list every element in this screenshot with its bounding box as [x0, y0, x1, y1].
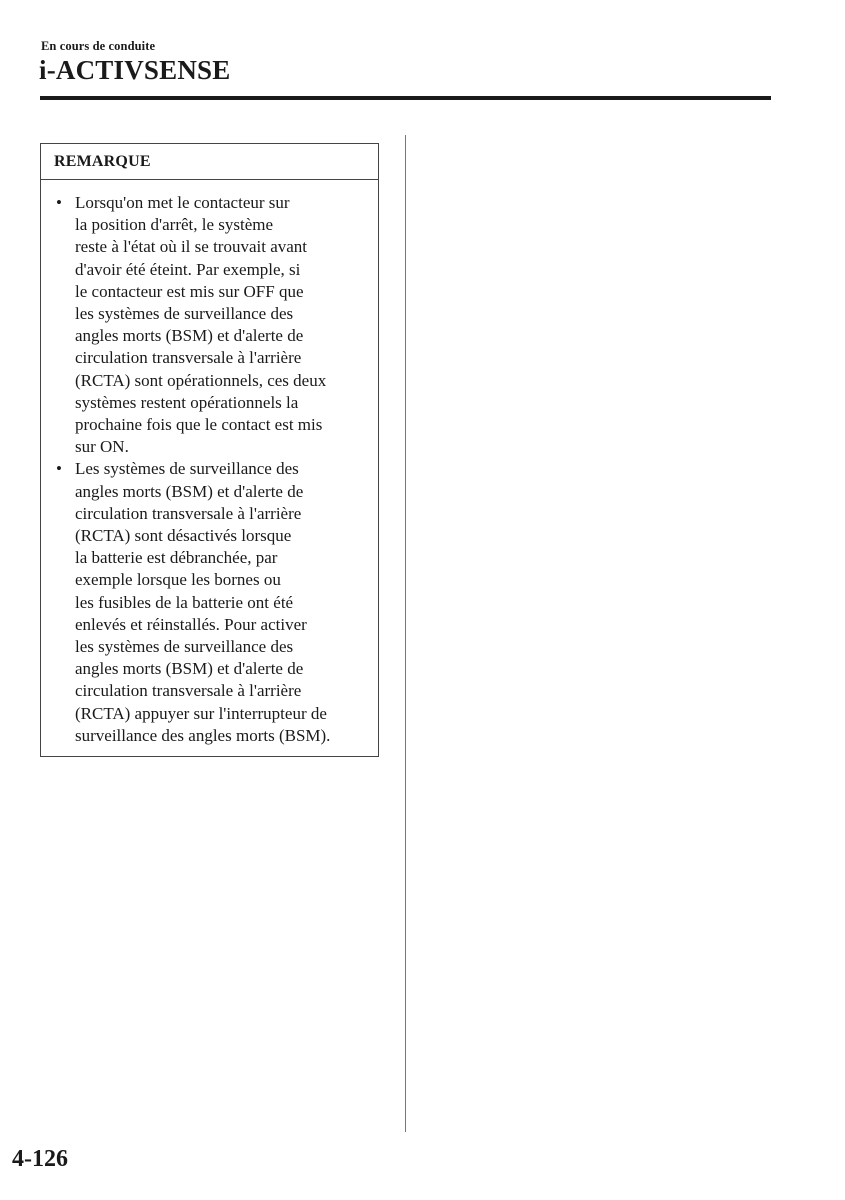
remark-text-line: le contacteur est mis sur OFF que [75, 281, 304, 301]
remark-item [41, 458, 378, 747]
remark-box [40, 143, 379, 757]
title-rule [40, 96, 771, 100]
remark-text-line: circulation transversale à l'arrière [75, 681, 302, 701]
remark-text-line: la batterie est débranchée, par [75, 548, 278, 568]
remark-item [41, 192, 378, 458]
remark-text-line: Les systèmes de surveillance des [75, 459, 299, 479]
remark-text-line: d'avoir été éteint. Par exemple, si [75, 259, 301, 279]
remark-text-line: (RCTA) sont opérationnels, ces deux [75, 370, 327, 390]
page-number: 4-126 [12, 1146, 68, 1172]
bullet-icon: • [56, 459, 62, 479]
remark-text-line: reste à l'état où il se trouvait avant [75, 237, 308, 257]
remark-list [41, 192, 378, 747]
remark-text-line: sur ON. [75, 437, 129, 457]
remark-text-line: enlevés et réinstallés. Pour activer [75, 614, 307, 634]
remark-text-line: circulation transversale à l'arrière [75, 503, 302, 523]
remark-text-line: systèmes restent opérationnels la [75, 392, 299, 412]
remark-text-line: surveillance des angles morts (BSM). [75, 725, 331, 745]
column-divider [405, 135, 406, 1132]
remark-heading: REMARQUE [41, 144, 378, 180]
remark-text-line: (RCTA) sont désactivés lorsque [75, 526, 292, 546]
remark-text-line: circulation transversale à l'arrière [75, 348, 302, 368]
remark-text-line: les systèmes de surveillance des [75, 637, 294, 657]
section-label: En cours de conduite [41, 39, 156, 53]
bullet-icon: • [56, 193, 62, 212]
remark-text-line: angles morts (BSM) et d'alerte de [75, 659, 304, 679]
remark-text-line: Lorsqu'on met le contacteur sur [75, 193, 290, 212]
remark-text-line: exemple lorsque les bornes ou [75, 570, 281, 590]
remark-text-line: les fusibles de la batterie ont été [75, 592, 294, 612]
remark-text-line: angles morts (BSM) et d'alerte de [75, 481, 304, 501]
page-title: i-ACTIVSENSE [39, 55, 231, 85]
remark-text-line: prochaine fois que le contact est mis [75, 415, 323, 435]
remark-text-line: (RCTA) appuyer sur l'interrupteur de [75, 703, 327, 723]
remark-text-line: la position d'arrêt, le système [75, 215, 274, 235]
remark-text-line: les systèmes de surveillance des [75, 304, 294, 324]
remark-text-line: angles morts (BSM) et d'alerte de [75, 326, 304, 346]
